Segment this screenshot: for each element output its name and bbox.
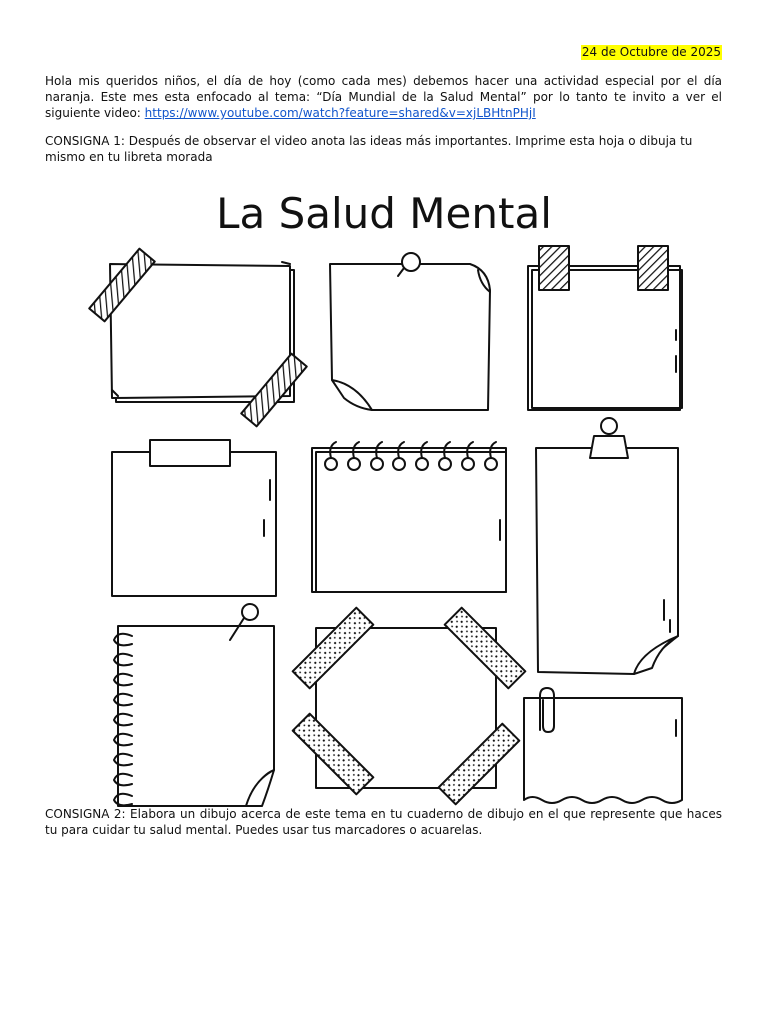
worksheet-title: La Salud Mental (216, 189, 552, 238)
striped-tape-note (528, 246, 682, 410)
pinned-note (330, 253, 490, 410)
video-link[interactable]: https://www.youtube.com/watch?feature=shared&v=xjLBHtnPHjI (144, 106, 536, 120)
octagon-note (293, 608, 526, 805)
paperclip-note (524, 688, 682, 803)
clip-note (536, 418, 678, 674)
spiral-top-note (312, 442, 506, 592)
date-highlight: 24 de Octubre de 2025 (581, 45, 721, 59)
intro-text: Hola mis queridos niños, el día de hoy (como cada mes) debemos hacer una actividad especial por el día naranja. Este mes esta enfocado al tema: “Día Mundial de la Salud Mental” por lo tanto te invito a ver el siguiente video: (45, 74, 722, 120)
taped-note (89, 249, 306, 427)
tape-top-note (112, 440, 276, 596)
consigna-1: CONSIGNA 1: Después de observar el video anota las ideas más importantes. Imprime esta hoja o dibuja tu mismo en tu libreta morada (45, 134, 693, 164)
consigna-2: CONSIGNA 2: Elabora un dibujo acerca de este tema en tu cuaderno de dibujo en el que represente que haces tu para cuidar tu salud mental. Puedes usar tus marcadores o acuarelas. (45, 807, 722, 837)
spiral-side-note (114, 604, 274, 806)
